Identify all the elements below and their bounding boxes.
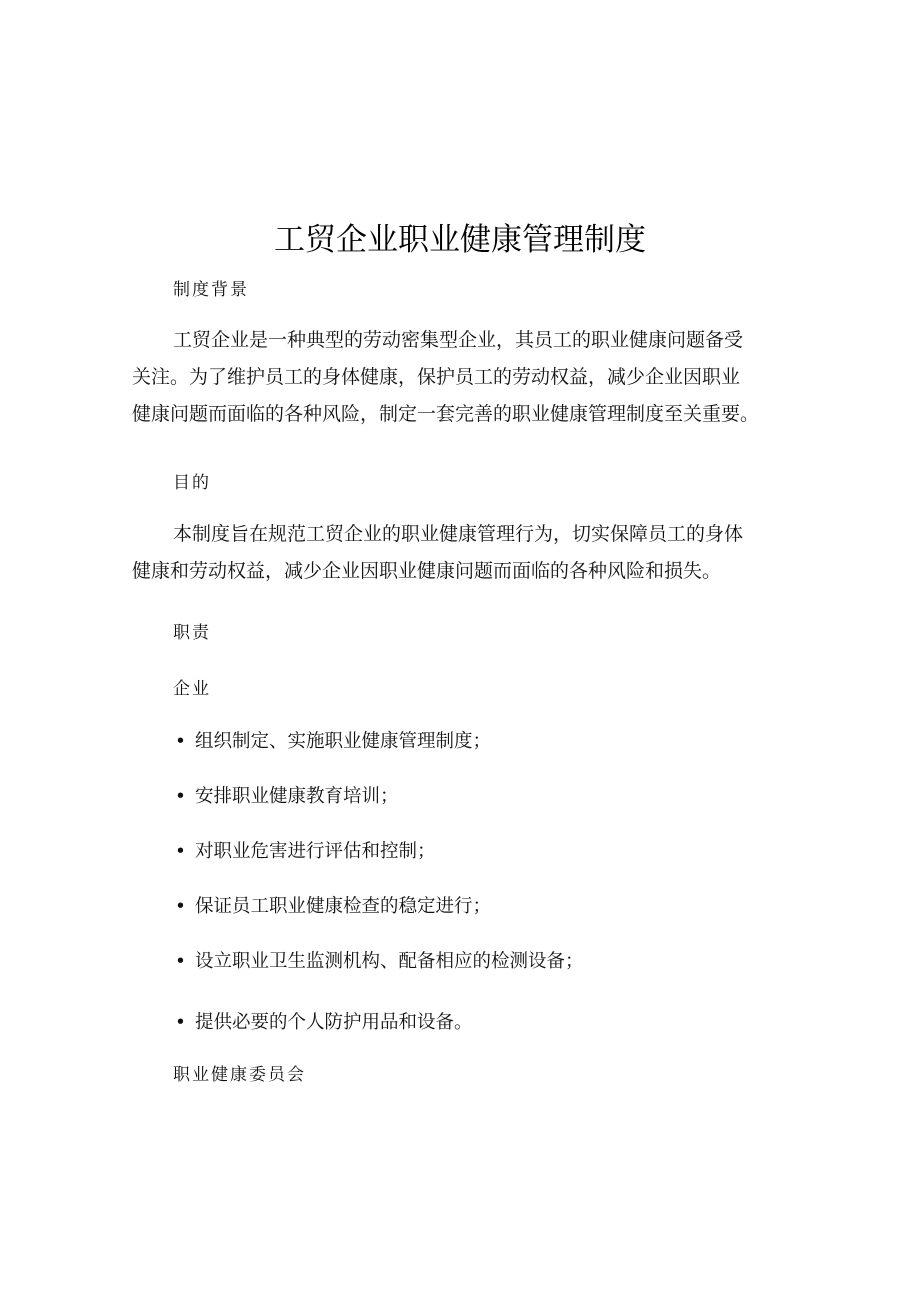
- bullet-icon: •: [175, 896, 186, 917]
- paragraph-line: 健康和劳动权益，减少企业因职业健康问题而面临的各种风险和损失。: [132, 560, 722, 582]
- bullet-icon: •: [175, 731, 186, 752]
- list-item: [175, 1008, 473, 1034]
- list-item-text: 对职业危害进行评估和控制；: [195, 841, 436, 862]
- section-heading-background: 制度背景: [173, 280, 249, 300]
- section-heading-purpose: 目的: [173, 473, 211, 493]
- bullet-icon: •: [175, 841, 186, 862]
- list-item: [175, 892, 491, 918]
- list-item-text: 安排职业健康教育培训；: [195, 786, 399, 807]
- paragraph-line: 本制度旨在规范工贸企业的职业健康管理行为，切实保障员工的身体: [173, 523, 744, 545]
- list-item: [175, 947, 584, 973]
- list-item-text: 组织制定、实施职业健康管理制度；: [195, 731, 492, 752]
- paragraph-line: 关注。为了维护员工的身体健康，保护员工的劳动权益，减少企业因职业: [132, 366, 741, 388]
- paragraph-line: 工贸企业是一种典型的劳动密集型企业，其员工的职业健康问题备受: [173, 329, 744, 351]
- document-title: 工贸企业职业健康管理制度: [274, 222, 646, 258]
- bullet-icon: •: [175, 1012, 186, 1033]
- bullet-icon: •: [175, 951, 186, 972]
- subheading-committee: 职业健康委员会: [173, 1065, 306, 1085]
- list-item-text: 提供必要的个人防护用品和设备。: [195, 1012, 473, 1033]
- list-item: [175, 782, 399, 808]
- list-item-text: 保证员工职业健康检查的稳定进行；: [195, 896, 492, 917]
- section-heading-duties: 职责: [173, 623, 211, 643]
- paragraph-line: 健康问题而面临的各种风险，制定一套完善的职业健康管理制度至关重要。: [132, 403, 760, 425]
- list-item: [175, 727, 491, 753]
- bullet-icon: •: [175, 786, 186, 807]
- list-item: [175, 837, 436, 863]
- background-paragraph: [132, 322, 792, 433]
- list-item-text: 设立职业卫生监测机构、配备相应的检测设备；: [195, 951, 584, 972]
- subheading-enterprise: 企业: [173, 679, 211, 699]
- purpose-paragraph: [132, 516, 792, 590]
